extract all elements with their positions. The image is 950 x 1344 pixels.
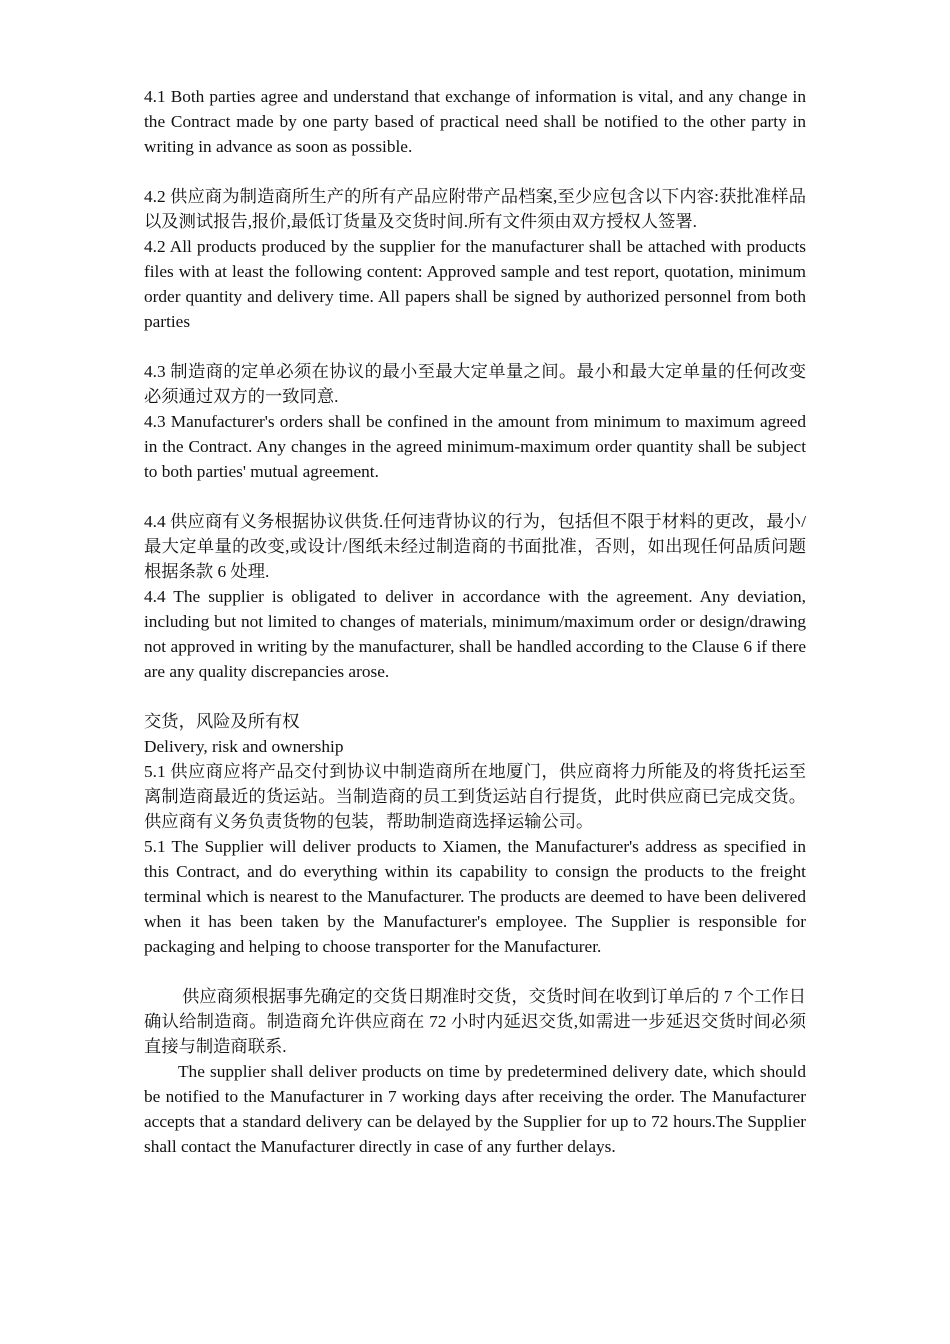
clause-4-4-en: 4.4 The supplier is obligated to deliver in accordance with the agreement. Any deviation, including but not limited to changes of materials, minimum/maximum order or design/drawing not approved in writing by the manufacturer, shall be handled according to the Clause 6 if there are any quality discrepancies arose. [144,587,806,681]
clause-5-1-en: 5.1 The Supplier will deliver products to Xiamen, the Manufacturer's address as specified in this Contract, and do everything within its capability to consign the products to the freight terminal which is nearest to the Manufacturer. The products are deemed to have been delivered when it has been taken by the Manufacturer's employee. The Supplier is responsible for packaging and helping to choose transporter for the Manufacturer. [144,837,806,956]
spacer [144,684,806,709]
spacer [144,159,806,184]
clause-4-3-en: 4.3 Manufacturer's orders shall be confined in the amount from minimum to maximum agreed in the Contract. Any changes in the agreed minimum-maximum order quantity shall be subject to both parties' mutual agreement. [144,412,806,481]
clause-5-1-zh: 5.1 供应商应将产品交付到协议中制造商所在地厦门，供应商将力所能及的将货托运至离制造商最近的货运站。当制造商的员工到货运站自行提货，此时供应商已完成交货。供应商有义务负责货物的包装，帮助制造商选择运输公司。 [144,762,806,831]
section-heading-en: Delivery, risk and ownership [144,737,344,756]
spacer [144,959,806,984]
section-heading-zh: 交货，风险及所有权 [144,712,300,731]
clause-4-1-en: 4.1 Both parties agree and understand that exchange of information is vital, and any change in the Contract made by one party based of practical need shall be notified to the other party in writing in advance as soon as possible. [144,87,806,156]
clause-4-3-zh: 4.3 制造商的定单必须在协议的最小至最大定单量之间。最小和最大定单量的任何改变必须通过双方的一致同意. [144,362,806,406]
spacer [144,334,806,359]
clause-4-2-zh: 4.2 供应商为制造商所生产的所有产品应附带产品档案,至少应包含以下内容:获批准样品以及测试报告,报价,最低订货量及交货时间.所有文件须由双方授权人签署. [144,187,806,231]
clause-4-4-zh: 4.4 供应商有义务根据协议供货.任何违背协议的行为，包括但不限于材料的更改，最小/最大定单量的改变,或设计/图纸未经过制造商的书面批准，否则，如出现任何品质问题根据条款 6 处理. [144,512,806,581]
clause-4-2-en: 4.2 All products produced by the supplier for the manufacturer shall be attached with products files with at least the following content: Approved sample and test report, quotation, minimum order quantity and delivery time. All papers shall be signed by authorized personnel from both parties [144,237,806,331]
clause-5-1b-zh: 供应商须根据事先确定的交货日期准时交货，交货时间在收到订单后的 7 个工作日确认给制造商。制造商允许供应商在 72 小时内延迟交货,如需进一步延迟交货时间必须直接与制造商联系. [144,987,806,1056]
clause-5-1b-en: The supplier shall deliver products on time by predetermined delivery date, which should be notified to the Manufacturer in 7 working days after receiving the order. The Manufacturer accepts that a standard delivery can be delayed by the Supplier for up to 72 hours.The Supplier shall contact the Manufacturer directly in case of any further delays. [144,1062,806,1156]
spacer [144,484,806,509]
document-page [144,84,806,1159]
